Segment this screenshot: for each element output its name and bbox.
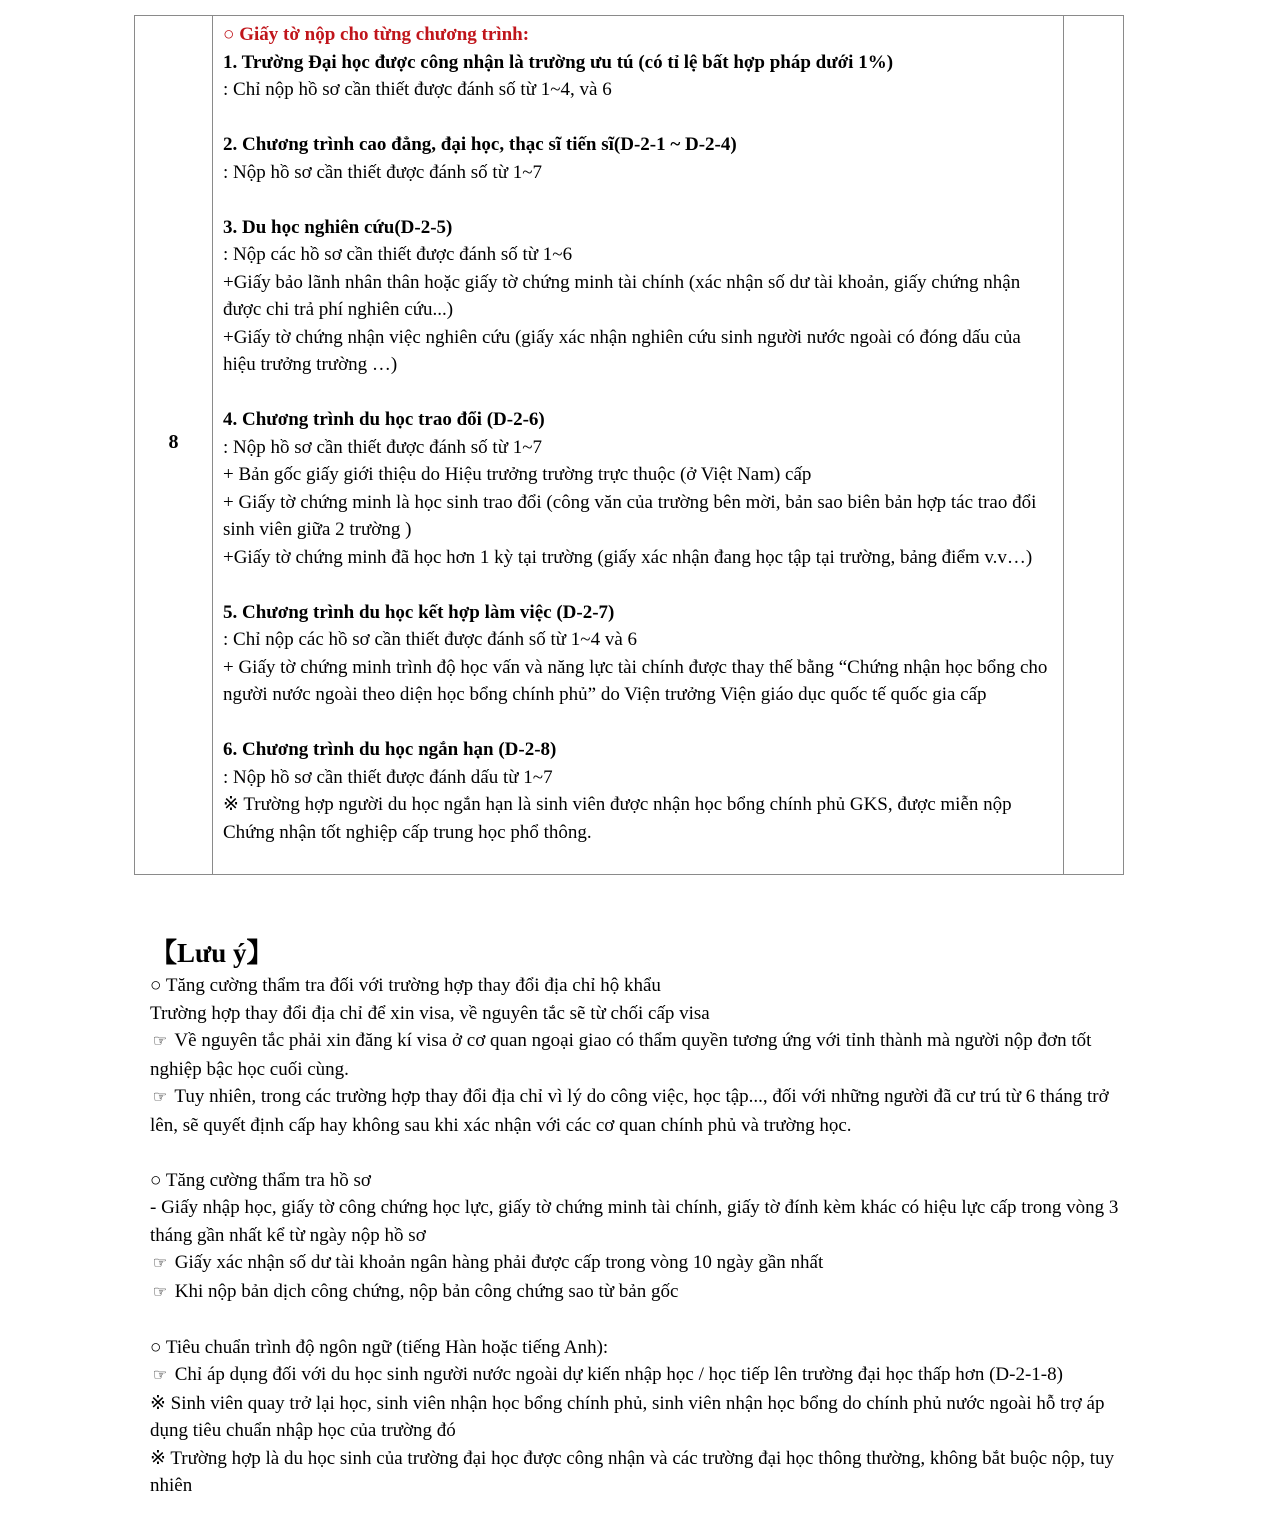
requirements-table xyxy=(134,15,1124,875)
section-title: 5. Chương trình du học kết hợp làm việc (D-2-7) xyxy=(223,601,615,623)
documents-cell xyxy=(223,21,1058,846)
section-title: 6. Chương trình du học ngắn hạn (D-2-8) xyxy=(223,739,557,760)
note-text: ○ Tiêu chuẩn trình độ ngôn ngữ (tiếng Hàn hoặc tiếng Anh): xyxy=(150,1336,609,1358)
section-line: ※ Trường hợp người du học ngắn hạn là sinh viên được nhận học bổng chính phủ GKS, được miễn nộp Chứng nhận tốt nghiệp cấp trung học phổ thông. xyxy=(223,794,1012,843)
section-line: + Giấy tờ chứng minh trình độ học vấn và năng lực tài chính được thay thế bằng “Chứng nhận học bổng cho người nước ngoài theo diện học bổng chính phủ” do Viện trưởng Viện giáo dục quốc tế quốc gia cấp xyxy=(223,656,1048,705)
note-line xyxy=(150,1278,1130,1307)
section-line: : Nộp hồ sơ cần thiết được đánh số từ 1~7 xyxy=(223,436,543,458)
section-line: +Giấy tờ chứng minh đã học hơn 1 kỳ tại trường (giấy xác nhận đang học tập tại trường, bảng điểm v.v…) xyxy=(223,546,1033,568)
notes-gap xyxy=(150,1139,1130,1167)
note-text: Về nguyên tắc phải xin đăng kí visa ở cơ quan ngoại giao có thẩm quyền tương ứng với tỉnh thành mà người nộp đơn tốt nghiệp bậc học cuối cùng. xyxy=(150,1030,1092,1080)
note-line xyxy=(150,1194,1130,1249)
column-divider xyxy=(212,16,213,874)
section-line: : Nộp hồ sơ cần thiết được đánh dấu từ 1~7 xyxy=(223,766,553,788)
note-text: Giấy xác nhận số dư tài khoản ngân hàng phải được cấp trong vòng 10 ngày gần nhất xyxy=(174,1252,824,1273)
note-pointer-icon: ☞ xyxy=(152,1089,168,1106)
note-line xyxy=(150,1334,1130,1362)
note-text: ※ Sinh viên quay trở lại học, sinh viên nhận học bổng chính phủ, sinh viên nhận học bổng do chính phủ nước ngoài hỗ trợ áp dụng tiêu chuẩn nhập học của trường đó xyxy=(150,1392,1105,1441)
section-title: 4. Chương trình du học trao đổi (D-2-6) xyxy=(223,409,545,430)
note-text: ○ Tăng cường thẩm tra đối với trường hợp thay đổi địa chỉ hộ khẩu xyxy=(150,975,661,996)
note-text: Trường hợp thay đổi địa chỉ để xin visa, về nguyên tắc sẽ từ chối cấp visa xyxy=(150,1002,710,1024)
section-gap xyxy=(223,104,1058,132)
section-title: 1. Trường Đại học được công nhận là trường ưu tú (có tỉ lệ bất hợp pháp dưới 1%) xyxy=(223,51,894,73)
note-text: Tuy nhiên, trong các trường hợp thay đổi địa chỉ vì lý do công việc, học tập..., đối với những người đã cư trú từ 6 tháng trở lên, sẽ quyết định cấp hay không sau khi xác nhận với các cơ quan chính phủ và trường học. xyxy=(150,1086,1109,1136)
note-text: ※ Trường hợp là du học sinh của trường đại học được công nhận và các trường đại học thông thường, không bắt buộc nộp, tuy nhiên xyxy=(150,1447,1115,1496)
note-line xyxy=(150,1390,1130,1445)
section-gap xyxy=(223,186,1058,214)
section-line: : Nộp hồ sơ cần thiết được đánh số từ 1~7 xyxy=(223,161,543,183)
section-line: : Nộp các hồ sơ cần thiết được đánh số từ 1~6 xyxy=(223,244,573,265)
note-text: Chỉ áp dụng đối với du học sinh người nước ngoài dự kiến nhập học / học tiếp lên trường đại học thấp hơn (D-2-1-8) xyxy=(174,1364,1063,1385)
note-line xyxy=(150,1249,1130,1278)
note-pointer-icon: ☞ xyxy=(152,1033,168,1050)
note-line xyxy=(150,1445,1130,1500)
note-pointer-icon: ☞ xyxy=(152,1283,168,1301)
section-gap xyxy=(223,571,1058,599)
column-divider xyxy=(1063,16,1064,874)
section-title: 3. Du học nghiên cứu(D-2-5) xyxy=(223,216,453,238)
note-pointer-icon: ☞ xyxy=(152,1367,168,1384)
section-line: +Giấy bảo lãnh nhân thân hoặc giấy tờ chứng minh tài chính (xác nhận số dư tài khoản, giấy chứng nhận được chi trả phí nghiên cứu...) xyxy=(223,271,1021,320)
notes-title: 【Lưu ý】 xyxy=(150,938,274,968)
note-line xyxy=(150,1083,1130,1139)
section-line: +Giấy tờ chứng nhận việc nghiên cứu (giấy xác nhận nghiên cứu sinh người nước ngoài có đóng dấu của hiệu trưởng trường …) xyxy=(223,326,1021,375)
note-text: ○ Tăng cường thẩm tra hồ sơ xyxy=(150,1169,371,1191)
section-title: 2. Chương trình cao đẳng, đại học, thạc sĩ tiến sĩ(D-2-1 ~ D-2-4) xyxy=(223,134,737,155)
note-text: Khi nộp bản dịch công chứng, nộp bản công chứng sao từ bản gốc xyxy=(174,1280,679,1302)
section-line: + Giấy tờ chứng minh là học sinh trao đổi (công văn của trường bên mời, bản sao biên bản hợp tác trao đổi sinh viên giữa 2 trường ) xyxy=(223,491,1037,540)
note-line xyxy=(150,1361,1130,1390)
notes-gap xyxy=(150,1306,1130,1334)
note-line xyxy=(150,972,1130,1000)
note-line xyxy=(150,1167,1130,1195)
section-line: : Chỉ nộp hồ sơ cần thiết được đánh số từ 1~4, và 6 xyxy=(223,79,612,100)
cell-heading: ○ Giấy tờ nộp cho từng chương trình: xyxy=(223,24,530,45)
note-text: - Giấy nhập học, giấy tờ công chứng học lực, giấy tờ chứng minh tài chính, giấy tờ đính kèm khác có hiệu lực cấp trong vòng 3 tháng gần nhất kể từ ngày nộp hồ sơ xyxy=(150,1197,1119,1246)
section-gap xyxy=(223,379,1058,407)
section-gap xyxy=(223,709,1058,737)
section-line: + Bản gốc giấy giới thiệu do Hiệu trưởng trường trực thuộc (ở Việt Nam) cấp xyxy=(223,464,812,485)
note-line xyxy=(150,1000,1130,1028)
notes-section xyxy=(150,934,1130,1500)
note-pointer-icon: ☞ xyxy=(152,1255,168,1272)
section-line: : Chỉ nộp các hồ sơ cần thiết được đánh số từ 1~4 và 6 xyxy=(223,629,638,650)
note-line xyxy=(150,1027,1130,1083)
row-number: 8 xyxy=(168,431,179,453)
